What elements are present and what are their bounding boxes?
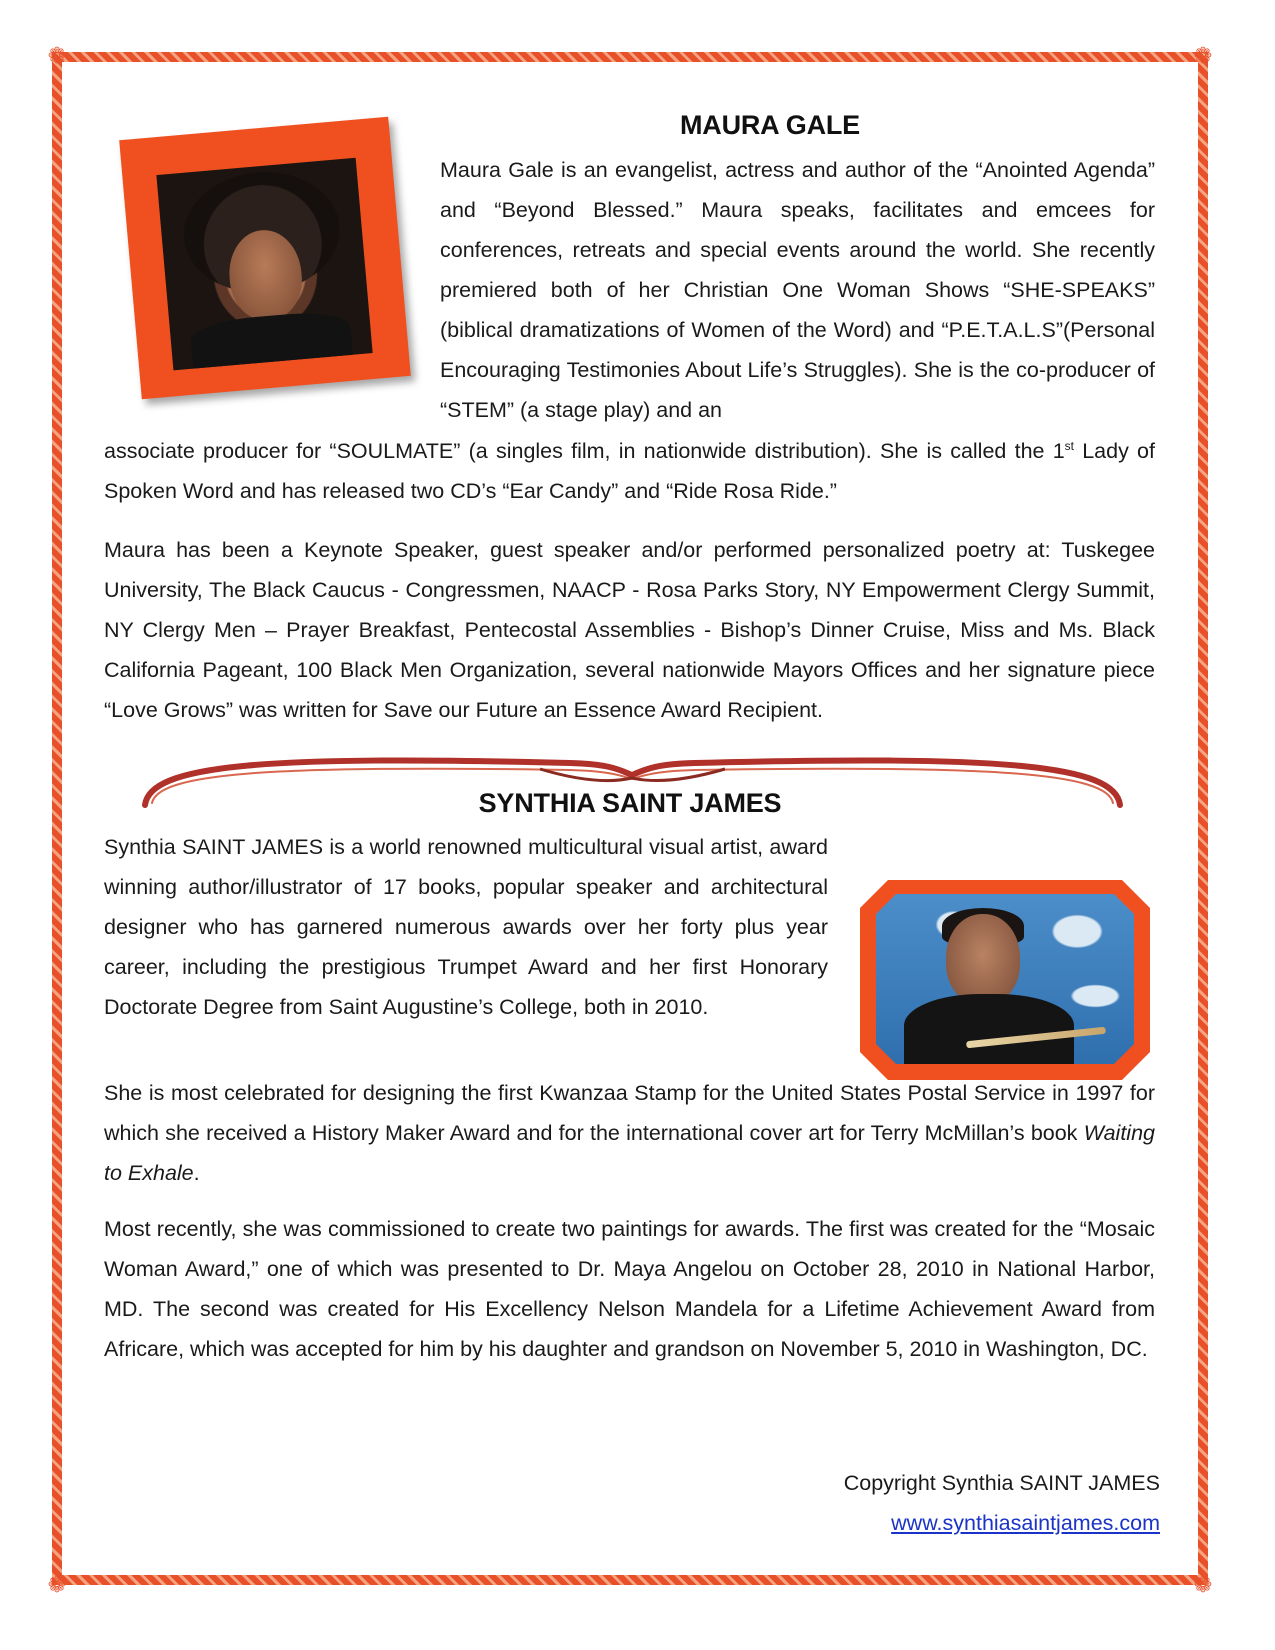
portrait-image <box>156 158 372 371</box>
synthia-saint-james-photo <box>860 880 1150 1080</box>
intro-continued-text-end: Lady of Spoken Word and has released two CD’s “Ear Candy” and “Ride Rosa Ride.” <box>104 439 1155 503</box>
website-link-container <box>700 1503 1160 1543</box>
maura-gale-photo <box>119 117 411 400</box>
corner-ornament-icon: ❁ <box>47 44 67 69</box>
portrait-shirt <box>189 309 352 369</box>
book-title: Waiting to Exhale <box>104 1121 1155 1185</box>
kwanzaa-text: She is most celebrated for designing the first Kwanzaa Stamp for the United States Postal Service in 1997 for which she received a History Maker Award and for the international cover art for Terry McMillan’s book <box>104 1081 1155 1145</box>
portrait-image <box>876 894 1134 1064</box>
maura-gale-appearances-paragraph: Maura has been a Keynote Speaker, guest speaker and/or performed personalized poetry at: Tuskegee University, The Black Caucus - Congressmen, NAACP - Rosa Parks Story, NY Empowerment Clergy Summit, NY Clergy Men – Prayer Breakfast, Pentecostal Assemblies - Bishop’s Dinner Cruise, Miss and Ms. Black California Pageant, 100 Black Men Organization, several nationwide Mayors Offices and her signature piece “Love Grows” was written for Save our Future an Essence Award Recipient. <box>104 538 1155 722</box>
maura-gale-heading: MAURA GALE <box>680 110 860 140</box>
corner-ornament-icon: ❁ <box>1193 44 1213 69</box>
kwanzaa-text-end: . <box>193 1161 200 1185</box>
kwanzaa-stamp-paragraph <box>104 1073 1155 1193</box>
portrait-face <box>946 914 1020 1004</box>
synthia-saint-james-heading: SYNTHIA SAINT JAMES <box>478 788 782 818</box>
website-link[interactable]: www.synthiasaintjames.com <box>891 1511 1160 1535</box>
maura-gale-intro-paragraph: Maura Gale is an evangelist, actress and author of the “Anointed Agenda” and “Beyond Blessed.” Maura speaks, facilitates and emcees for conferences, retreats and special events around the world. She recently premiered both of her Christian One Woman Shows “SHE-SPEAKS” (biblical dramatizations of Women of the Word) and “P.E.T.A.L.S”(Personal Encouraging Testimonies About Life’s Struggles). She is the co-producer of “STEM” (a stage play) and an <box>440 158 1155 422</box>
synthia-bio-paragraph: Synthia SAINT JAMES is a world renowned multicultural visual artist, award winning author/illustrator of 17 books, popular speaker and architectural designer who has garnered numerous awards over her forty plus year career, including the prestigious Trumpet Award and her first Honorary Doctorate Degree from Saint Augustine’s College, both in 2010. <box>104 835 828 1019</box>
corner-ornament-icon: ❁ <box>47 1573 67 1598</box>
commissions-paragraph: Most recently, she was commissioned to create two paintings for awards. The first was created for the “Mosaic Woman Award,” one of which was presented to Dr. Maya Angelou on October 28, 2010 in National Harbor, MD. The second was created for His Excellency Nelson Mandela for a Lifetime Achievement Award from Africare, which was accepted for him by his daughter and grandson on November 5, 2010 in Washington, DC. <box>104 1217 1155 1361</box>
corner-ornament-icon: ❁ <box>1193 1573 1213 1598</box>
ordinal-suffix: st <box>1064 438 1074 453</box>
copyright-notice: Copyright Synthia SAINT JAMES <box>843 1471 1160 1495</box>
portrait-shirt <box>904 994 1074 1064</box>
intro-continued-text: associate producer for “SOULMATE” (a singles film, in nationwide distribution). She is called the 1 <box>104 439 1065 463</box>
maura-gale-intro-continued <box>104 431 1155 511</box>
